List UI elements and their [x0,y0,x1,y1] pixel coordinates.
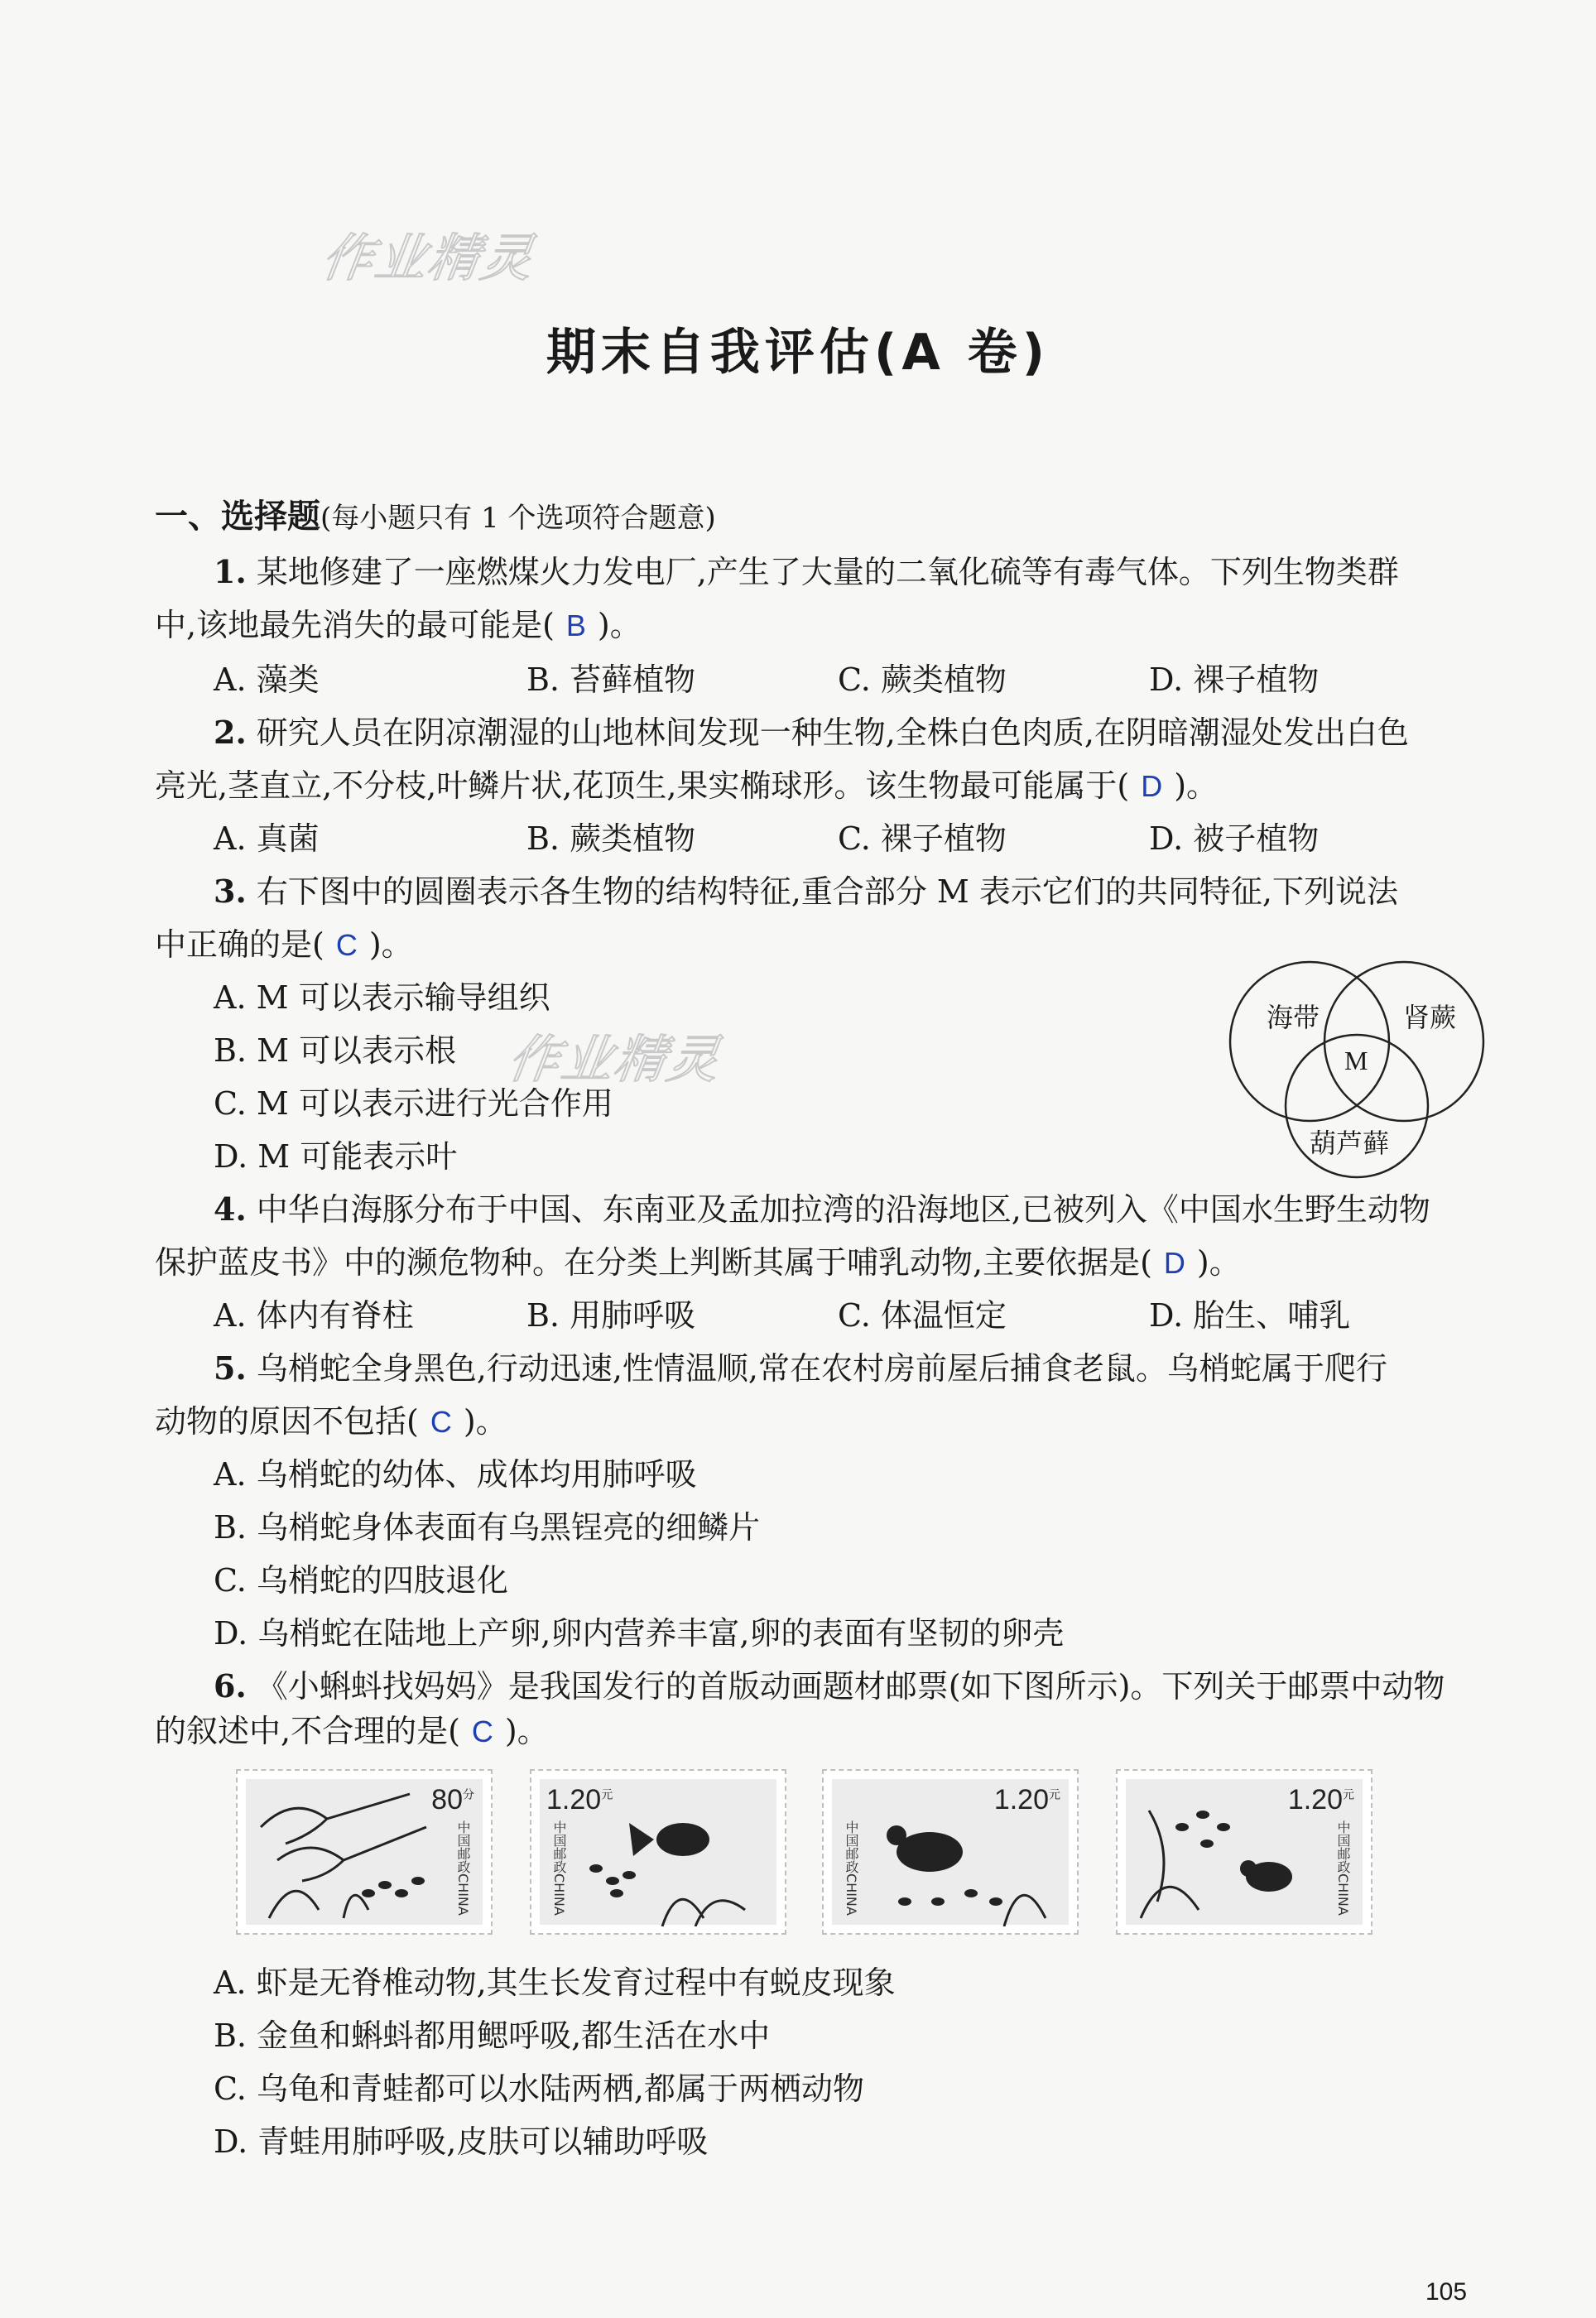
stamp-value: $80^分$ [431,1784,474,1815]
answer: C [430,1405,452,1439]
option-b: B. M 可以表示根 [214,1032,457,1069]
venn-circle-kelp [1230,962,1389,1121]
option-c: C. 裸子植物 [838,820,1007,857]
option-a: A. 体内有脊柱 [214,1297,414,1334]
page-title: 期末自我评估(A 卷) [546,324,1050,382]
question-5-line-2: 动物的原因不包括( C )。 [155,1403,507,1440]
option-b: B. 蕨类植物 [526,820,696,857]
question-1-line-2: 中,该地最先消失的最可能是( B )。 [155,607,642,643]
stamp-value: $1.20^元$ [1287,1784,1354,1815]
option-c: C. 体温恒定 [838,1297,1007,1334]
venn-diagram [1217,944,1498,1184]
answer: C [471,1714,493,1748]
venn-label-moss: 葫芦藓 [1310,1128,1390,1159]
option-b: B. 乌梢蛇身体表面有乌黑锃亮的细鳞片 [214,1509,761,1546]
stamp-shrimp [236,1769,493,1935]
venn-label-kelp: 海带 [1267,1002,1320,1033]
question-3-line-2: 中正确的是( C )。 [155,926,413,963]
option-c: C. 乌龟和青蛙都可以水陆两栖,都属于两栖动物 [214,2070,864,2107]
question-2-line-2: 亮光,茎直立,不分枝,叶鳞片状,花顶生,果实椭球形。该生物最可能属于( D )。 [155,767,1219,804]
section-note: (每小题只有 1 个选项符合题意) [320,502,716,535]
stamp-country: 中国邮政CHINA [1335,1820,1351,1916]
watermark: 作业精灵 [318,228,539,288]
option-b: B. 苔藓植物 [526,661,696,698]
question-2-line-1: 2. 研究人员在阴凉潮湿的山地林间发现一种生物,全株白色肉质,在阴暗潮湿处发出白色 [214,714,1409,751]
answer: D [1141,769,1163,803]
question-6-line-2: 的叙述中,不合理的是( C )。 [155,1713,549,1749]
page-number: 105 [1425,2278,1468,2306]
option-a: A. 虾是无脊椎动物,其生长发育过程中有蜕皮现象 [214,1965,896,2001]
answer: D [1163,1246,1185,1280]
stamp-goldfish [530,1769,786,1935]
venn-circle-fern [1324,962,1483,1121]
question-1-line-1: 1. 某地修建了一座燃煤火力发电厂,产生了大量的二氧化硫等有毒气体。下列生物类群 [214,553,1399,590]
option-a: A. 藻类 [214,661,320,698]
option-d: D. 被子植物 [1149,820,1320,857]
answer: C [335,928,358,962]
option-d: D. M 可能表示叶 [214,1138,458,1175]
stamp-value: $1.20^元$ [546,1784,613,1815]
option-b: B. 用肺呼吸 [526,1297,696,1334]
option-d: D. 乌梢蛇在陆地上产卵,卵内营养丰富,卵的表面有坚韧的卵壳 [214,1615,1065,1652]
option-c: C. 乌梢蛇的四肢退化 [214,1562,508,1599]
section-name: 选择题 [221,498,320,536]
question-3-line-1: 3. 右下图中的圆圈表示各生物的结构特征,重合部分 M 表示它们的共同特征,下列说法 [214,873,1398,910]
answer: B [565,608,586,642]
option-d: D. 裸子植物 [1149,661,1320,698]
option-d: D. 胎生、哺乳 [1149,1297,1351,1334]
option-b: B. 金鱼和蝌蚪都用鳃呼吸,都生活在水中 [214,2017,771,2054]
option-d: D. 青蛙用肺呼吸,皮肤可以辅助呼吸 [214,2123,709,2160]
question-5-line-1: 5. 乌梢蛇全身黑色,行动迅速,性情温顺,常在农村房前屋后捕食老鼠。乌梢蛇属于爬行 [214,1349,1388,1387]
section-heading [155,490,716,537]
venn-center-label: M [1344,1046,1368,1075]
stamp-value: $1.20^元$ [993,1784,1060,1815]
stamp-country: 中国邮政CHINA [844,1820,859,1916]
stamp-turtle [822,1769,1079,1935]
question-4-line-1: 4. 中华白海豚分布于中国、东南亚及孟加拉湾的沿海地区,已被列入《中国水生野生动物 [214,1190,1430,1228]
option-a: A. 真菌 [214,820,320,857]
watermark: 作业精灵 [504,1029,725,1089]
stamp-frog [1116,1769,1372,1935]
stamp-country: 中国邮政CHINA [455,1820,471,1916]
stamp-country: 中国邮政CHINA [551,1820,567,1916]
section-number: 一、 [155,498,221,536]
question-6-line-1: 6. 《小蝌蚪找妈妈》是我国发行的首版动画题材邮票(如下图所示)。下列关于邮票中动物 [214,1667,1445,1705]
question-4-line-2: 保护蓝皮书》中的濒危物种。在分类上判断其属于哺乳动物,主要依据是( D )。 [155,1244,1241,1281]
option-c: C. 蕨类植物 [838,661,1007,698]
venn-label-fern: 肾蕨 [1403,1002,1457,1033]
option-c: C. M 可以表示进行光合作用 [214,1085,613,1122]
option-a: A. M 可以表示输导组织 [214,979,550,1016]
option-a: A. 乌梢蛇的幼体、成体均用肺呼吸 [214,1456,697,1493]
